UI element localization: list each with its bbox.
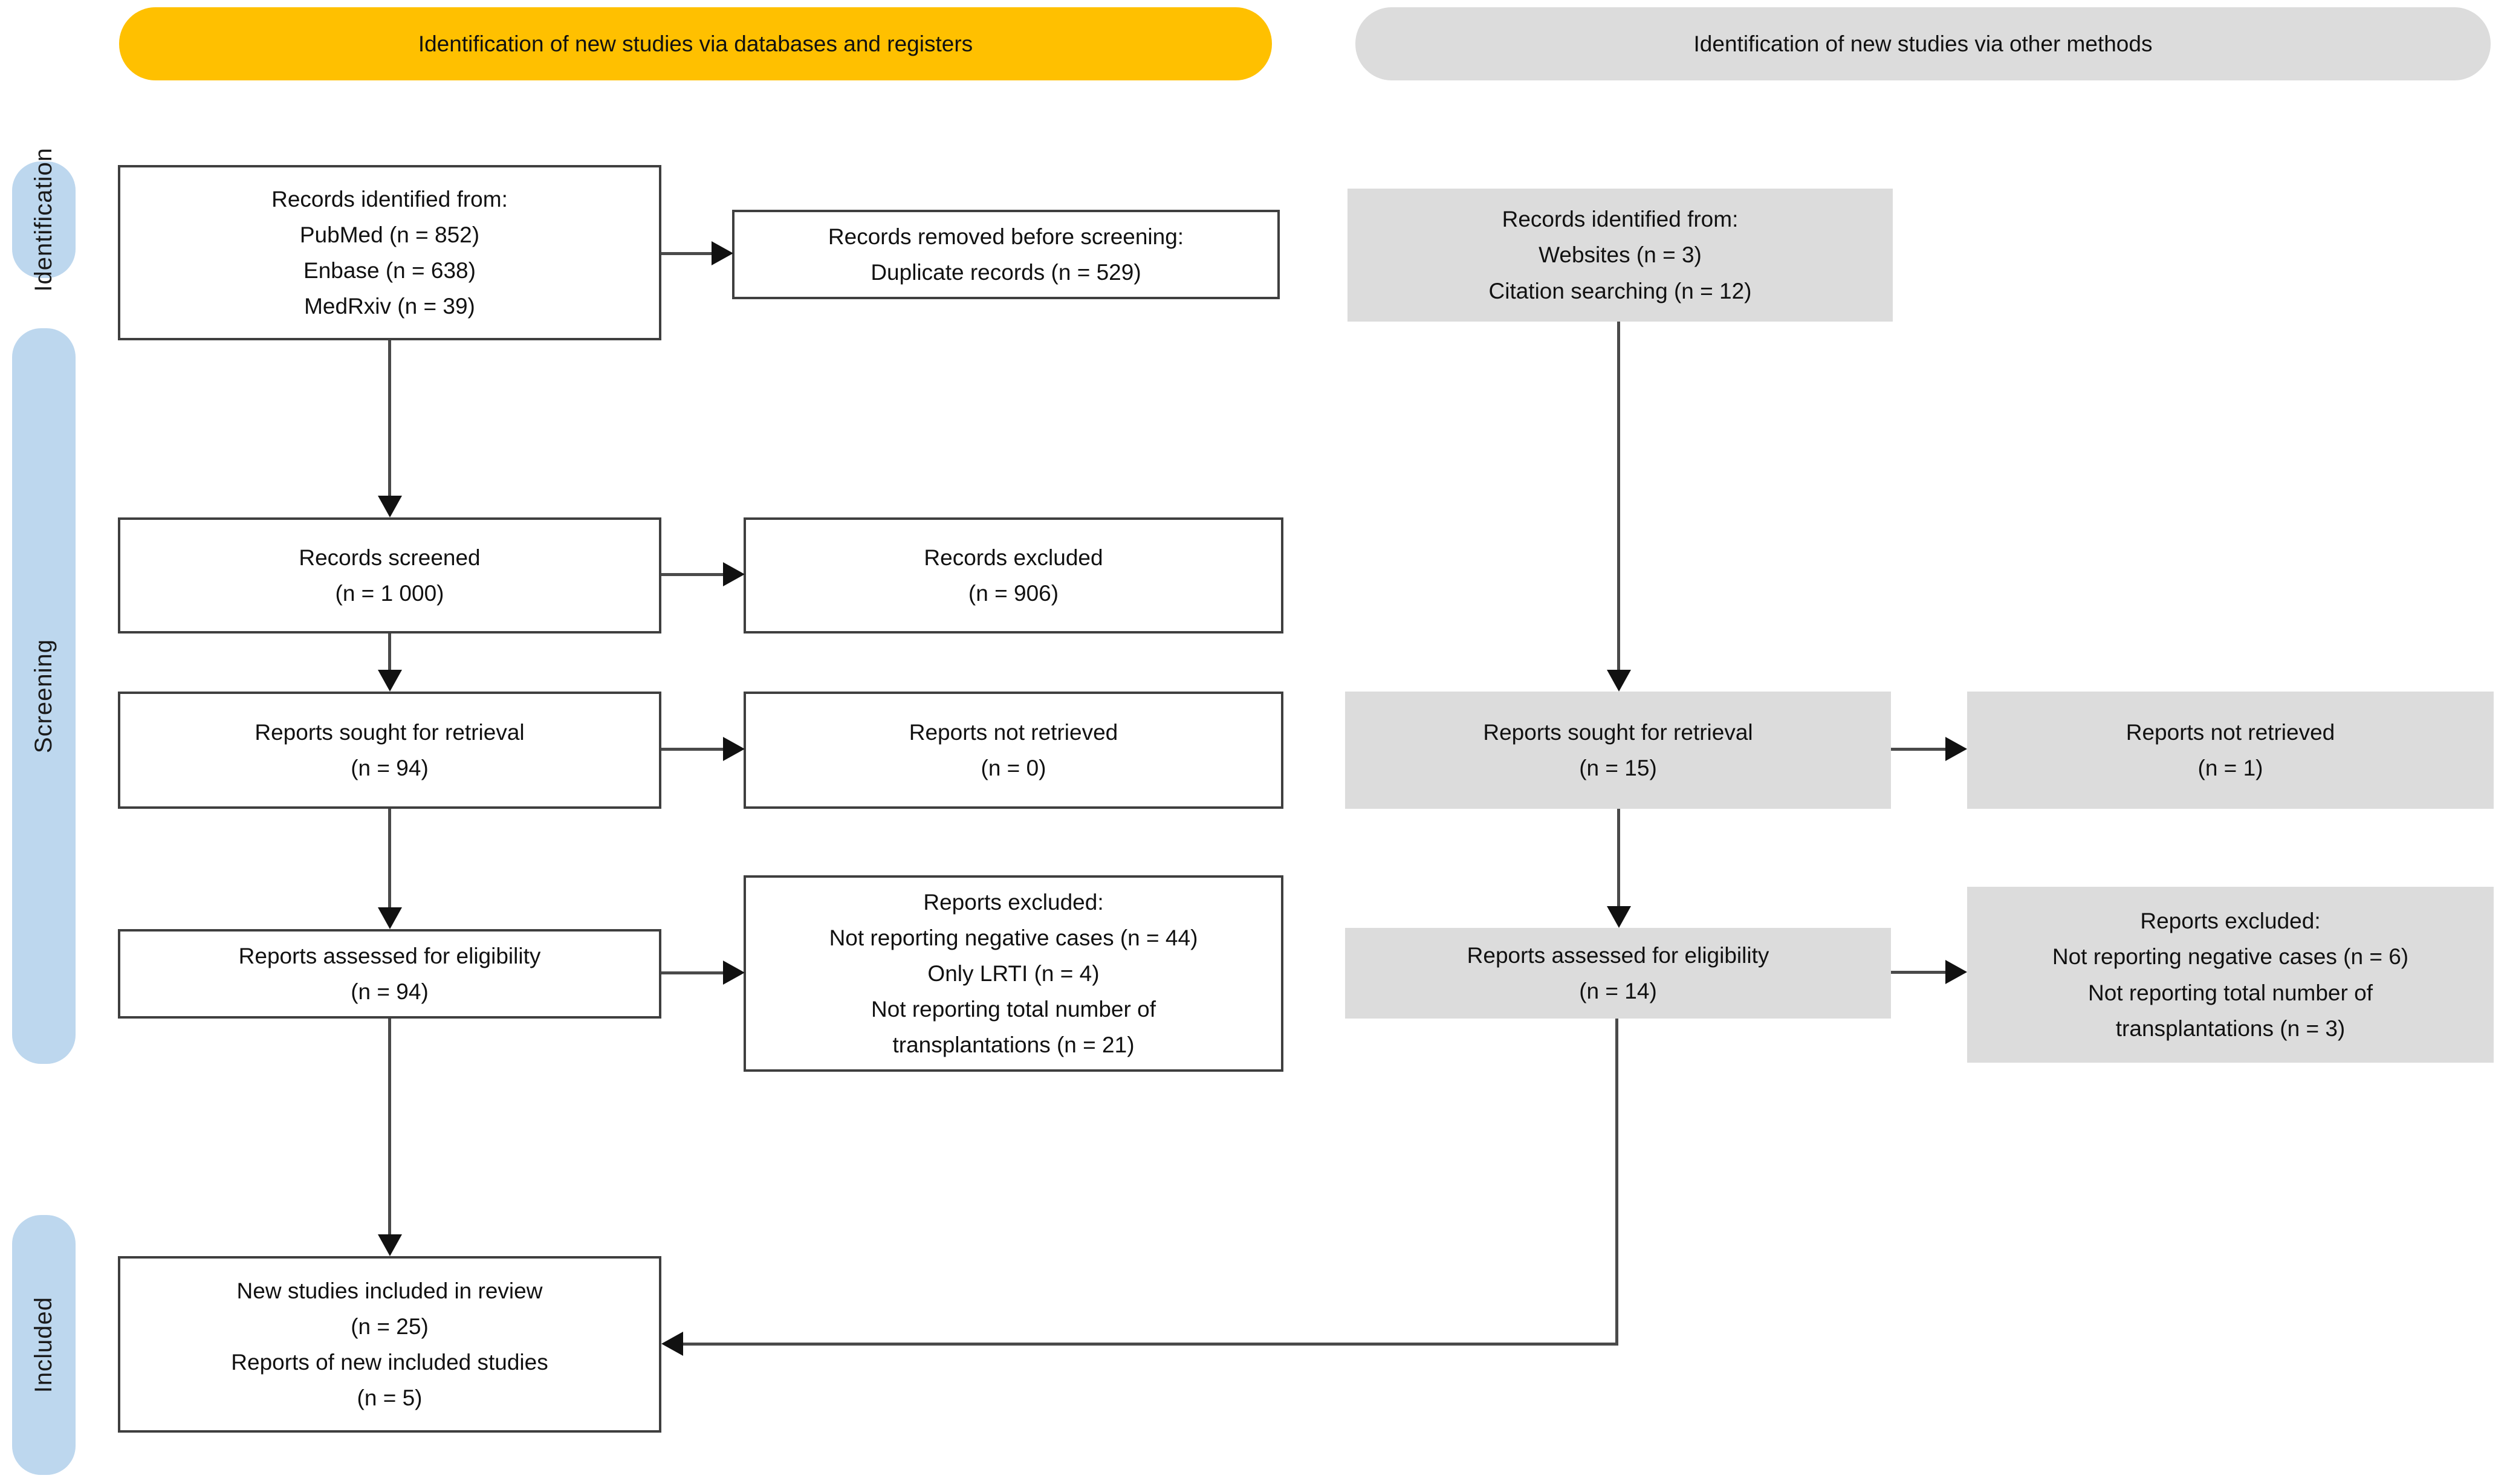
box-reports-assessed-databases <box>118 929 661 1019</box>
box-records-removed-before-screening <box>732 210 1280 299</box>
arrow-other-sought-to-assessed-head <box>1607 906 1631 928</box>
arrow-sought-to-notretrieved-head <box>723 737 745 761</box>
arrow-screened-to-sought-line <box>388 633 391 672</box>
arrow-assessed-to-included-head <box>378 1234 402 1256</box>
header-other-methods-label: Identification of new studies via other methods <box>1693 31 2153 56</box>
arrow-sought-to-assessed-head <box>378 907 402 929</box>
box-records-screened-text: Records screened (n = 1 000) <box>299 545 481 606</box>
box-records-excluded <box>744 517 1283 633</box>
box-reports-sought-databases-text: Reports sought for retrieval (n = 94) <box>255 719 525 780</box>
box-reports-assessed-other <box>1345 928 1891 1019</box>
arrow-identified-to-screened-line <box>388 340 391 497</box>
arrow-assessed-to-excluded-line <box>661 971 724 974</box>
box-reports-sought-other-text: Reports sought for retrieval (n = 15) <box>1483 719 1753 780</box>
box-reports-not-retrieved-databases-text: Reports not retrieved (n = 0) <box>909 719 1118 780</box>
arrow-other-identified-to-sought-head <box>1607 670 1631 692</box>
arrow-screened-to-excluded-line <box>661 573 724 576</box>
arrow-sought-to-assessed-line <box>388 809 391 909</box>
stage-band-included <box>12 1215 76 1475</box>
arrow-sought-to-notretrieved-line <box>661 748 724 751</box>
arrow-other-assessed-to-excluded-head <box>1945 960 1967 984</box>
header-databases-registers-label: Identification of new studies via databases and registers <box>418 31 973 56</box>
box-reports-sought-databases <box>118 692 661 809</box>
stage-band-identification <box>12 147 76 292</box>
box-records-excluded-text: Records excluded (n = 906) <box>924 545 1103 606</box>
box-reports-assessed-databases-text: Reports assessed for eligibility (n = 94) <box>238 943 541 1004</box>
arrow-other-assessed-to-excluded-line <box>1891 971 1948 974</box>
arrow-other-to-included-vertical-line <box>1615 1019 1618 1344</box>
box-reports-sought-other <box>1345 692 1891 809</box>
arrow-identified-to-screened-head <box>378 496 402 517</box>
box-records-identified-other-text: Records identified from: Websites (n = 3) Citation searching (n = 12) <box>1488 207 1752 303</box>
arrow-other-to-included-horizontal-line <box>682 1343 1618 1346</box>
arrow-assessed-to-excluded-head <box>723 961 745 985</box>
box-records-screened <box>118 517 661 633</box>
arrow-other-sought-to-notretrieved-head <box>1945 737 1967 761</box>
box-reports-excluded-other-text: Reports excluded: Not reporting negative cases (n = 6) Not reporting total number of transplantations (n = 3) <box>2052 909 2409 1041</box>
stage-band-screening <box>12 328 76 1064</box>
box-reports-not-retrieved-other <box>1967 692 2494 809</box>
box-records-identified-databases <box>118 165 661 340</box>
box-reports-not-retrieved-databases <box>744 692 1283 809</box>
arrow-screened-to-sought-head <box>378 670 402 692</box>
box-records-removed-text: Records removed before screening: Duplicate records (n = 529) <box>828 224 1184 285</box>
header-other-methods <box>1355 7 2491 80</box>
box-reports-excluded-databases <box>744 875 1283 1072</box>
stage-identification-label: Identification <box>30 147 57 292</box>
box-records-identified-databases-text: Records identified from: PubMed (n = 852) Enbase (n = 638) MedRxiv (n = 39) <box>271 186 508 319</box>
stage-included-label: Included <box>30 1297 57 1393</box>
box-reports-excluded-other <box>1967 887 2494 1063</box>
arrow-assessed-to-included-line <box>388 1019 391 1236</box>
stage-screening-label: Screening <box>30 638 57 754</box>
box-new-studies-included <box>118 1256 661 1433</box>
box-reports-not-retrieved-other-text: Reports not retrieved (n = 1) <box>2126 719 2335 780</box>
arrow-other-sought-to-assessed-line <box>1617 809 1620 908</box>
arrow-identified-to-removed-head <box>712 241 733 265</box>
arrow-screened-to-excluded-head <box>723 562 745 586</box>
box-reports-excluded-databases-text: Reports excluded: Not reporting negative cases (n = 44) Only LRTI (n = 4) Not reporting total number of transplantations (n = 21) <box>829 889 1198 1058</box>
header-databases-registers <box>119 7 1272 80</box>
arrow-identified-to-removed-line <box>661 252 713 255</box>
arrow-other-identified-to-sought-line <box>1617 322 1620 672</box>
box-new-studies-included-text: New studies included in review (n = 25) Reports of new included studies (n = 5) <box>231 1278 548 1411</box>
box-reports-assessed-other-text: Reports assessed for eligibility (n = 14) <box>1467 942 1769 1003</box>
arrow-other-sought-to-notretrieved-line <box>1891 748 1948 751</box>
box-records-identified-other <box>1347 189 1893 322</box>
arrow-other-to-included-head <box>661 1332 683 1356</box>
